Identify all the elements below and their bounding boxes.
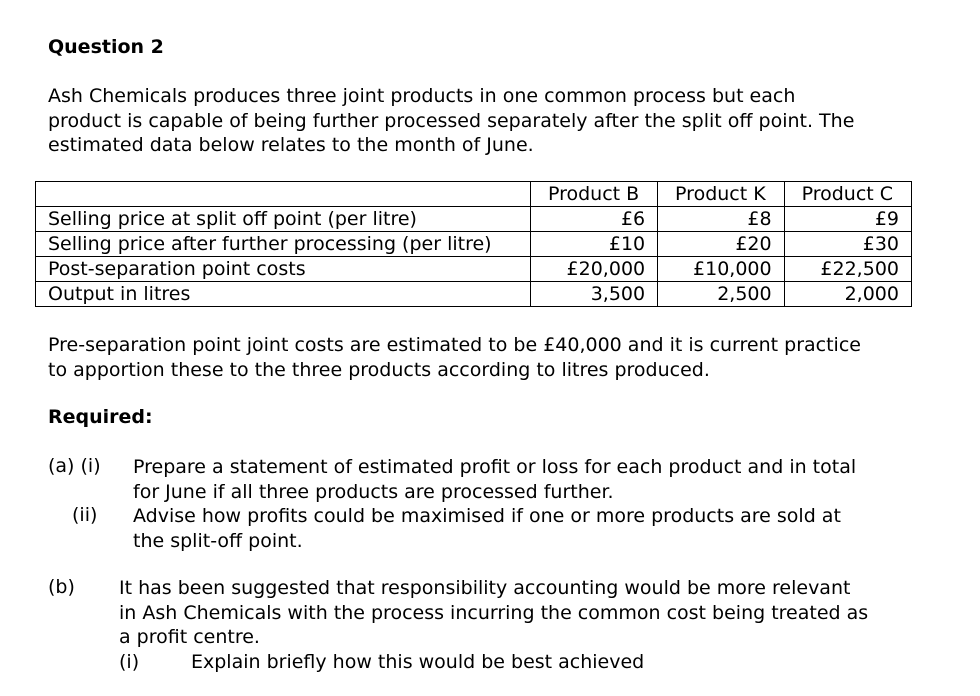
cell-product-c: £30 bbox=[784, 232, 911, 257]
joint-costs-line-1: Pre-separation point joint costs are estimated to be £40,000 and it is current practice bbox=[48, 334, 861, 356]
page-title: Question 2 bbox=[48, 36, 164, 58]
table-header-empty bbox=[36, 182, 531, 207]
cell-product-b: 3,500 bbox=[531, 282, 658, 307]
product-data-table bbox=[35, 181, 912, 307]
intro-paragraph bbox=[48, 84, 854, 158]
table-row bbox=[36, 257, 912, 282]
intro-line-1: Ash Chemicals produces three joint products in one common process but each bbox=[48, 85, 796, 107]
cell-product-k: £10,000 bbox=[658, 257, 784, 282]
part-a-label: (a) (i) bbox=[48, 455, 101, 477]
intro-line-3: estimated data below relates to the month of June. bbox=[48, 134, 534, 156]
part-b-line-3: a profit centre. bbox=[119, 626, 260, 648]
part-a-ii-text bbox=[133, 504, 841, 553]
part-b-text bbox=[119, 576, 868, 674]
part-a-ii-line-1: Advise how profits could be maximised if one or more products are sold at bbox=[133, 505, 841, 527]
table-row bbox=[36, 282, 912, 307]
cell-product-c: £9 bbox=[784, 207, 911, 232]
table-row bbox=[36, 232, 912, 257]
part-b-i-label: (i) bbox=[119, 650, 140, 673]
row-label: Post-separation point costs bbox=[36, 257, 531, 282]
cell-product-k: 2,500 bbox=[658, 282, 784, 307]
cell-product-b: £20,000 bbox=[531, 257, 658, 282]
part-b-line-2: in Ash Chemicals with the process incurring the common cost being treated as bbox=[119, 601, 869, 624]
required-heading: Required: bbox=[48, 406, 153, 428]
row-label: Selling price after further processing (per litre) bbox=[36, 232, 531, 257]
cell-product-b: £6 bbox=[531, 207, 658, 232]
part-b-i-text: Explain briefly how this would be best achieved bbox=[191, 650, 645, 673]
table-header-product-c: Product C bbox=[784, 182, 911, 207]
row-label: Output in litres bbox=[36, 282, 531, 307]
part-a-ii-label: (ii) bbox=[72, 504, 98, 526]
cell-product-k: £8 bbox=[658, 207, 784, 232]
part-b-line-1: It has been suggested that responsibility accounting would be more relevant bbox=[119, 577, 851, 599]
part-b-label: (b) bbox=[48, 576, 75, 598]
row-label: Selling price at split off point (per litre) bbox=[36, 207, 531, 232]
part-a-i-line-1: Prepare a statement of estimated profit or loss for each product and in total bbox=[133, 456, 857, 478]
table-row bbox=[36, 207, 912, 232]
table-header-product-b: Product B bbox=[531, 182, 658, 207]
joint-costs-paragraph bbox=[48, 333, 861, 382]
cell-product-c: £22,500 bbox=[784, 257, 911, 282]
table-header-row bbox=[36, 182, 912, 207]
intro-line-2: product is capable of being further processed separately after the split off point. The bbox=[48, 109, 855, 132]
part-a-ii-line-2: the split-off point. bbox=[133, 529, 303, 552]
cell-product-c: 2,000 bbox=[784, 282, 911, 307]
part-a-i-text bbox=[133, 455, 856, 504]
cell-product-k: £20 bbox=[658, 232, 784, 257]
cell-product-b: £10 bbox=[531, 232, 658, 257]
joint-costs-line-2: to apportion these to the three products according to litres produced. bbox=[48, 358, 710, 381]
table-header-product-k: Product K bbox=[658, 182, 784, 207]
part-a-i-line-2: for June if all three products are processed further. bbox=[133, 480, 614, 503]
part-b-i bbox=[119, 650, 868, 675]
